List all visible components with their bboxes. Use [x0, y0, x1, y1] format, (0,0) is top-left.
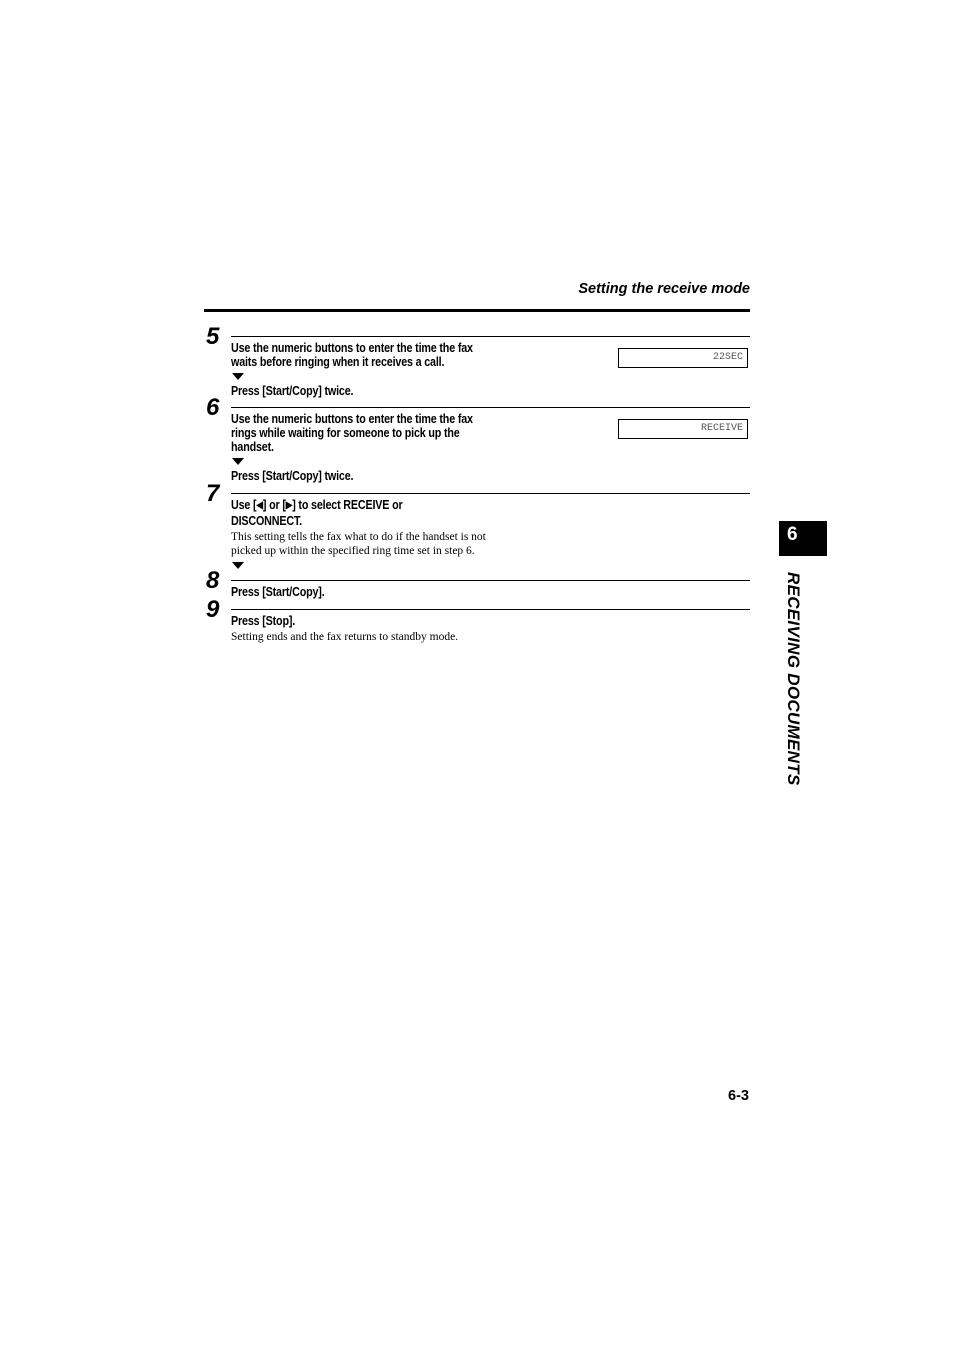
left-arrow-icon: ◀: [256, 500, 263, 511]
step-rule: [231, 609, 750, 610]
step-number: 9: [206, 596, 220, 623]
note-line: picked up within the specified ring time set in step 6.: [231, 545, 475, 557]
action-text: Press [Start/Copy] twice.: [231, 469, 354, 483]
down-arrow-icon: [232, 562, 244, 569]
instruction-line: handset.: [231, 440, 274, 454]
lcd-display: RECEIVE: [618, 419, 748, 439]
chapter-tab: 6: [779, 521, 827, 556]
step-number: 5: [206, 323, 220, 350]
step-number: 6: [206, 394, 220, 421]
down-arrow-icon: [232, 373, 244, 380]
step-rule: [231, 580, 750, 581]
instruction-line: rings while waiting for someone to pick up the: [231, 426, 460, 440]
instruction-line: waits before ringing when it receives a call.: [231, 355, 445, 369]
lcd-display: 22SEC: [618, 348, 748, 368]
chapter-title: RECEIVING DOCUMENTS: [784, 572, 803, 786]
action-text: Press [Start/Copy] twice.: [231, 384, 354, 398]
instruction-line: Use the numeric buttons to enter the time the fax: [231, 412, 473, 426]
step-number: 8: [206, 567, 220, 594]
step-rule: [231, 493, 750, 494]
page-number: 6-3: [728, 1088, 749, 1104]
step-rule: [231, 336, 750, 337]
running-header: Setting the receive mode: [578, 281, 750, 297]
note-line: Setting ends and the fax returns to standby mode.: [231, 631, 459, 643]
right-arrow-icon: ▶: [285, 500, 293, 511]
action-text: Press [Start/Copy].: [231, 585, 325, 599]
instruction-line: DISCONNECT.: [231, 514, 302, 528]
instruction-line: Use the numeric buttons to enter the time the fax: [231, 341, 473, 355]
step-number: 7: [206, 480, 220, 507]
step-rule: [231, 407, 750, 408]
header-rule: [204, 309, 750, 312]
down-arrow-icon: [232, 458, 244, 465]
action-text: Press [Stop].: [231, 614, 296, 628]
note-line: This setting tells the fax what to do if the handset is not: [231, 531, 486, 543]
instruction-line: Use [◀] or [▶] to select RECEIVE or: [231, 498, 403, 512]
